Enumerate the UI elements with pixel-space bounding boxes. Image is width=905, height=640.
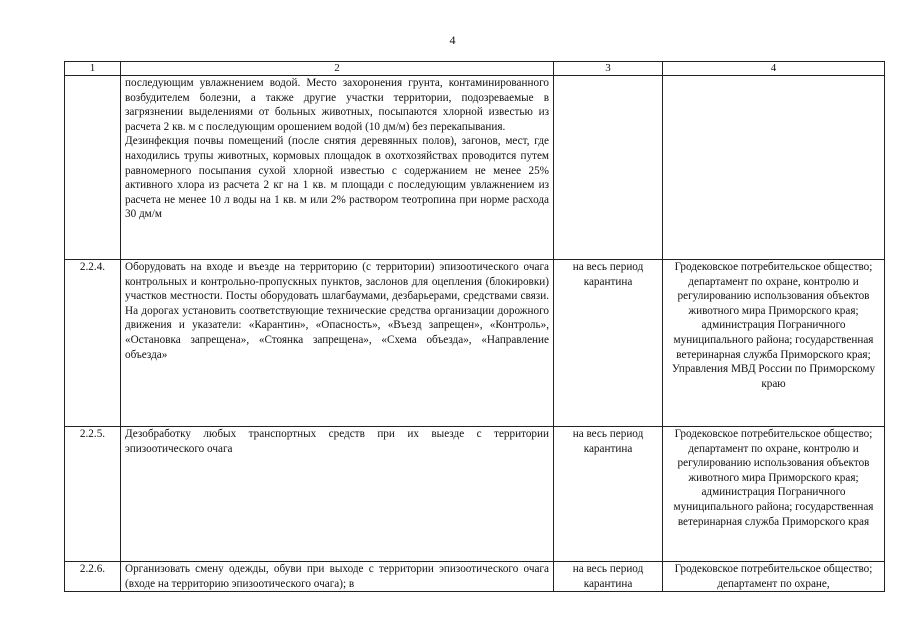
measures-table: [64, 61, 885, 592]
item-term: на весь период карантина: [554, 427, 663, 562]
description-paragraph: Организовать смену одежды, обуви при выходе с территории эпизоотического очага (входе на территорию эпизоотического очага); в: [125, 563, 549, 590]
column-header-3: 3: [554, 62, 663, 76]
column-header-4: 4: [663, 62, 885, 76]
item-description: [121, 427, 554, 562]
item-number: 2.2.6.: [65, 562, 121, 592]
item-number: 2.2.4.: [65, 260, 121, 427]
item-term: на весь период карантина: [554, 260, 663, 427]
item-term: на весь период карантина: [554, 562, 663, 592]
description-paragraph: Оборудовать на входе и въезде на территорию (с территории) эпизоотического очага контрольных и контрольно-пропускных пунктов, заслонов для оцепления (блокировки) участков местности. Посты оборудовать шлагбаумами, дезбарьерами, средствами связи. На дорогах установить соответствующие технические средства организации дорожного движения и указатели: «Карантин», «Опасность», «Въезд запрещен», «Контроль», «Остановка запрещена», «Стоянка запрещена», «Схема объезда», «Направление объезда»: [125, 261, 549, 361]
item-responsible: Гродековское потребительское общество; департамент по охране, контролю и регулированию использования объектов животного мира Приморского края; администрация Пограничного муниципального района; государственная ветеринарная служба Приморского края; Управления МВД России по Приморскому краю: [663, 260, 885, 427]
column-header-1: 1: [65, 62, 121, 76]
description-paragraph: Дезобработку любых транспортных средств при их выезде с территории эпизоотического очага: [125, 428, 549, 455]
column-header-row: [65, 62, 885, 76]
column-header-2: 2: [121, 62, 554, 76]
item-responsible: Гродековское потребительское общество; департамент по охране,: [663, 562, 885, 592]
item-term: [554, 76, 663, 260]
table-row: [65, 562, 885, 592]
item-description: [121, 260, 554, 427]
item-number: [65, 76, 121, 260]
table-row: [65, 76, 885, 260]
page-number: 4: [449, 33, 456, 47]
item-description: [121, 562, 554, 592]
item-number: 2.2.5.: [65, 427, 121, 562]
item-responsible: [663, 76, 885, 260]
description-paragraph: Дезинфекция почвы помещений (после снятия деревянных полов), загонов, мест, где находились трупы животных, кормовых площадок в охотхозяйствах проводится путем равномерного посыпания сухой хлорной известью с содержанием не менее 25% активного хлора из расчета 2 кг на 1 кв. м площади с последующим увлажнением из расчета не менее 10 л воды на 1 кв. м или 2% раствором теотропина при норме расхода 30 дм/м: [125, 135, 549, 221]
item-description: [121, 76, 554, 260]
item-responsible: Гродековское потребительское общество; департамент по охране, контролю и регулированию использования объектов животного мира Приморского края; администрация Пограничного муниципального района; государственная ветеринарная служба Приморского края: [663, 427, 885, 562]
table-row: [65, 260, 885, 427]
description-paragraph: последующим увлажнением водой. Место захоронения грунта, контаминированного возбудителем болезни, а также другие участки территории, подозреваемые в загрязнении выделениями от больных животных, посыпаются хлорной известью из расчета 2 кв. м с последующим орошением водой (10 дм/м) без перекапывания.: [125, 77, 549, 133]
table-row: [65, 427, 885, 562]
